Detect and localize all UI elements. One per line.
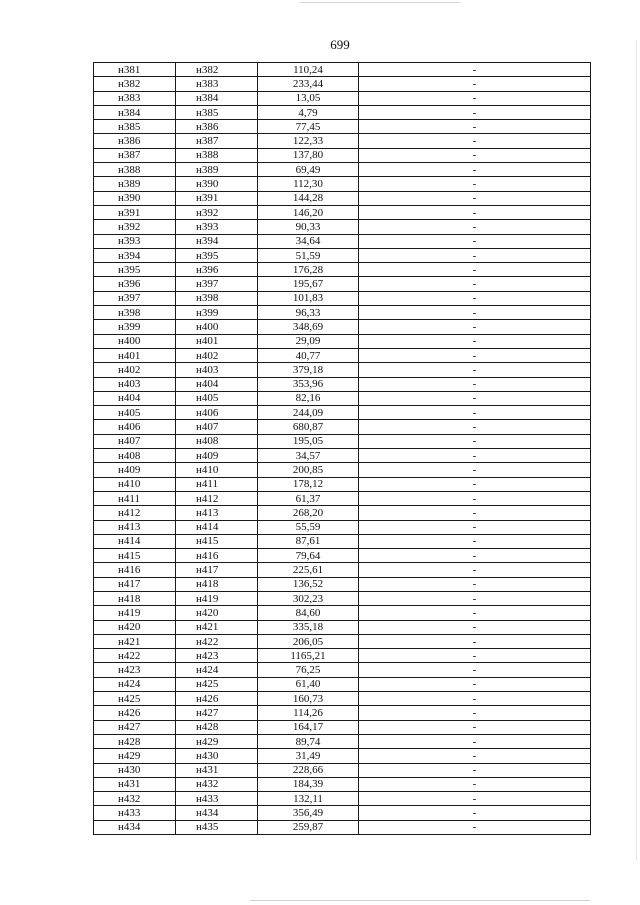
length-cell: 195,05 xyxy=(258,434,359,448)
table-row xyxy=(94,348,591,362)
note-cell: - xyxy=(359,777,591,791)
from-point-cell: н392 xyxy=(94,220,176,234)
length-cell: 244,09 xyxy=(258,406,359,420)
to-point-cell: н404 xyxy=(176,377,258,391)
from-point-cell: н425 xyxy=(94,692,176,706)
length-cell: 178,12 xyxy=(258,477,359,491)
to-point-cell: н403 xyxy=(176,363,258,377)
table-row xyxy=(94,477,591,491)
note-cell: - xyxy=(359,820,591,834)
length-cell: 40,77 xyxy=(258,348,359,362)
note-cell: - xyxy=(359,706,591,720)
note-cell: - xyxy=(359,763,591,777)
note-cell: - xyxy=(359,77,591,91)
note-cell: - xyxy=(359,63,591,77)
table-row xyxy=(94,777,591,791)
table-row xyxy=(94,491,591,505)
to-point-cell: н387 xyxy=(176,134,258,148)
length-cell: 61,40 xyxy=(258,677,359,691)
note-cell: - xyxy=(359,806,591,820)
scan-edge-right xyxy=(636,40,637,860)
length-cell: 1165,21 xyxy=(258,649,359,663)
from-point-cell: н401 xyxy=(94,348,176,362)
to-point-cell: н402 xyxy=(176,348,258,362)
note-cell: - xyxy=(359,91,591,105)
from-point-cell: н432 xyxy=(94,792,176,806)
length-cell: 89,74 xyxy=(258,734,359,748)
table-row xyxy=(94,191,591,205)
length-cell: 195,67 xyxy=(258,277,359,291)
from-point-cell: н424 xyxy=(94,677,176,691)
length-cell: 356,49 xyxy=(258,806,359,820)
boundary-points-table xyxy=(93,62,591,835)
length-cell: 29,09 xyxy=(258,334,359,348)
to-point-cell: н393 xyxy=(176,220,258,234)
table-row xyxy=(94,163,591,177)
length-cell: 225,61 xyxy=(258,563,359,577)
to-point-cell: н406 xyxy=(176,406,258,420)
from-point-cell: н406 xyxy=(94,420,176,434)
to-point-cell: н383 xyxy=(176,77,258,91)
table-row xyxy=(94,763,591,777)
length-cell: 13,05 xyxy=(258,91,359,105)
note-cell: - xyxy=(359,291,591,305)
to-point-cell: н405 xyxy=(176,391,258,405)
to-point-cell: н400 xyxy=(176,320,258,334)
to-point-cell: н391 xyxy=(176,191,258,205)
from-point-cell: н390 xyxy=(94,191,176,205)
note-cell: - xyxy=(359,406,591,420)
note-cell: - xyxy=(359,420,591,434)
to-point-cell: н408 xyxy=(176,434,258,448)
from-point-cell: н385 xyxy=(94,120,176,134)
from-point-cell: н391 xyxy=(94,205,176,219)
table-row xyxy=(94,577,591,591)
length-cell: 69,49 xyxy=(258,163,359,177)
to-point-cell: н414 xyxy=(176,520,258,534)
table-row xyxy=(94,306,591,320)
from-point-cell: н433 xyxy=(94,806,176,820)
from-point-cell: н434 xyxy=(94,820,176,834)
to-point-cell: н388 xyxy=(176,148,258,162)
note-cell: - xyxy=(359,134,591,148)
from-point-cell: н383 xyxy=(94,91,176,105)
to-point-cell: н407 xyxy=(176,420,258,434)
table-row xyxy=(94,734,591,748)
table-row xyxy=(94,148,591,162)
length-cell: 122,33 xyxy=(258,134,359,148)
note-cell: - xyxy=(359,377,591,391)
from-point-cell: н427 xyxy=(94,720,176,734)
table-row xyxy=(94,391,591,405)
table-row xyxy=(94,291,591,305)
page-number: 699 xyxy=(330,37,350,52)
length-cell: 110,24 xyxy=(258,63,359,77)
table-row xyxy=(94,792,591,806)
to-point-cell: н398 xyxy=(176,291,258,305)
length-cell: 233,44 xyxy=(258,77,359,91)
note-cell: - xyxy=(359,491,591,505)
note-cell: - xyxy=(359,220,591,234)
note-cell: - xyxy=(359,306,591,320)
from-point-cell: н398 xyxy=(94,306,176,320)
from-point-cell: н421 xyxy=(94,634,176,648)
note-cell: - xyxy=(359,334,591,348)
table-row xyxy=(94,205,591,219)
note-cell: - xyxy=(359,105,591,119)
length-cell: 353,96 xyxy=(258,377,359,391)
length-cell: 137,80 xyxy=(258,148,359,162)
from-point-cell: н422 xyxy=(94,649,176,663)
length-cell: 90,33 xyxy=(258,220,359,234)
note-cell: - xyxy=(359,663,591,677)
from-point-cell: н415 xyxy=(94,549,176,563)
table-row xyxy=(94,591,591,605)
table-row xyxy=(94,806,591,820)
length-cell: 259,87 xyxy=(258,820,359,834)
table-row xyxy=(94,620,591,634)
length-cell: 112,30 xyxy=(258,177,359,191)
to-point-cell: н422 xyxy=(176,634,258,648)
table-row xyxy=(94,549,591,563)
table-row xyxy=(94,634,591,648)
to-point-cell: н427 xyxy=(176,706,258,720)
to-point-cell: н435 xyxy=(176,820,258,834)
note-cell: - xyxy=(359,634,591,648)
length-cell: 132,11 xyxy=(258,792,359,806)
from-point-cell: н384 xyxy=(94,105,176,119)
from-point-cell: н405 xyxy=(94,406,176,420)
to-point-cell: н410 xyxy=(176,463,258,477)
table-row xyxy=(94,234,591,248)
from-point-cell: н420 xyxy=(94,620,176,634)
length-cell: 348,69 xyxy=(258,320,359,334)
to-point-cell: н432 xyxy=(176,777,258,791)
length-cell: 96,33 xyxy=(258,306,359,320)
to-point-cell: н411 xyxy=(176,477,258,491)
length-cell: 77,45 xyxy=(258,120,359,134)
length-cell: 164,17 xyxy=(258,720,359,734)
length-cell: 4,79 xyxy=(258,105,359,119)
from-point-cell: н428 xyxy=(94,734,176,748)
length-cell: 87,61 xyxy=(258,534,359,548)
length-cell: 82,16 xyxy=(258,391,359,405)
table-row xyxy=(94,63,591,77)
table-row xyxy=(94,820,591,834)
to-point-cell: н409 xyxy=(176,449,258,463)
length-cell: 76,25 xyxy=(258,663,359,677)
table-row xyxy=(94,406,591,420)
note-cell: - xyxy=(359,692,591,706)
note-cell: - xyxy=(359,263,591,277)
from-point-cell: н399 xyxy=(94,320,176,334)
note-cell: - xyxy=(359,477,591,491)
to-point-cell: н420 xyxy=(176,606,258,620)
from-point-cell: н387 xyxy=(94,148,176,162)
note-cell: - xyxy=(359,591,591,605)
from-point-cell: н412 xyxy=(94,506,176,520)
length-cell: 206,05 xyxy=(258,634,359,648)
to-point-cell: н417 xyxy=(176,563,258,577)
note-cell: - xyxy=(359,520,591,534)
length-cell: 160,73 xyxy=(258,692,359,706)
from-point-cell: н395 xyxy=(94,263,176,277)
to-point-cell: н419 xyxy=(176,591,258,605)
from-point-cell: н418 xyxy=(94,591,176,605)
from-point-cell: н403 xyxy=(94,377,176,391)
note-cell: - xyxy=(359,749,591,763)
table-row xyxy=(94,463,591,477)
table-row xyxy=(94,334,591,348)
to-point-cell: н397 xyxy=(176,277,258,291)
note-cell: - xyxy=(359,463,591,477)
table-row xyxy=(94,120,591,134)
from-point-cell: н414 xyxy=(94,534,176,548)
note-cell: - xyxy=(359,720,591,734)
from-point-cell: н400 xyxy=(94,334,176,348)
table-row xyxy=(94,420,591,434)
to-point-cell: н413 xyxy=(176,506,258,520)
note-cell: - xyxy=(359,391,591,405)
note-cell: - xyxy=(359,563,591,577)
note-cell: - xyxy=(359,363,591,377)
length-cell: 302,23 xyxy=(258,591,359,605)
to-point-cell: н425 xyxy=(176,677,258,691)
table-row xyxy=(94,263,591,277)
length-cell: 51,59 xyxy=(258,248,359,262)
from-point-cell: н410 xyxy=(94,477,176,491)
from-point-cell: н429 xyxy=(94,749,176,763)
from-point-cell: н394 xyxy=(94,248,176,262)
table-row xyxy=(94,706,591,720)
to-point-cell: н389 xyxy=(176,163,258,177)
to-point-cell: н386 xyxy=(176,120,258,134)
note-cell: - xyxy=(359,734,591,748)
length-cell: 84,60 xyxy=(258,606,359,620)
from-point-cell: н382 xyxy=(94,77,176,91)
scan-edge-top xyxy=(300,2,460,3)
note-cell: - xyxy=(359,434,591,448)
from-point-cell: н386 xyxy=(94,134,176,148)
table-row xyxy=(94,320,591,334)
from-point-cell: н404 xyxy=(94,391,176,405)
length-cell: 176,28 xyxy=(258,263,359,277)
to-point-cell: н412 xyxy=(176,491,258,505)
length-cell: 31,49 xyxy=(258,749,359,763)
table-row xyxy=(94,434,591,448)
to-point-cell: н424 xyxy=(176,663,258,677)
to-point-cell: н399 xyxy=(176,306,258,320)
to-point-cell: н385 xyxy=(176,105,258,119)
from-point-cell: н411 xyxy=(94,491,176,505)
length-cell: 136,52 xyxy=(258,577,359,591)
to-point-cell: н392 xyxy=(176,205,258,219)
to-point-cell: н395 xyxy=(176,248,258,262)
table-row xyxy=(94,749,591,763)
from-point-cell: н423 xyxy=(94,663,176,677)
from-point-cell: н389 xyxy=(94,177,176,191)
from-point-cell: н381 xyxy=(94,63,176,77)
note-cell: - xyxy=(359,506,591,520)
length-cell: 144,28 xyxy=(258,191,359,205)
from-point-cell: н430 xyxy=(94,763,176,777)
length-cell: 61,37 xyxy=(258,491,359,505)
to-point-cell: н423 xyxy=(176,649,258,663)
table-row xyxy=(94,534,591,548)
note-cell: - xyxy=(359,792,591,806)
to-point-cell: н390 xyxy=(176,177,258,191)
note-cell: - xyxy=(359,205,591,219)
table-row xyxy=(94,134,591,148)
from-point-cell: н416 xyxy=(94,563,176,577)
note-cell: - xyxy=(359,191,591,205)
table-row xyxy=(94,248,591,262)
note-cell: - xyxy=(359,248,591,262)
to-point-cell: н401 xyxy=(176,334,258,348)
note-cell: - xyxy=(359,606,591,620)
table-row xyxy=(94,720,591,734)
length-cell: 114,26 xyxy=(258,706,359,720)
note-cell: - xyxy=(359,620,591,634)
note-cell: - xyxy=(359,320,591,334)
table-body xyxy=(94,63,591,835)
from-point-cell: н417 xyxy=(94,577,176,591)
to-point-cell: н429 xyxy=(176,734,258,748)
length-cell: 34,64 xyxy=(258,234,359,248)
to-point-cell: н430 xyxy=(176,749,258,763)
table-row xyxy=(94,663,591,677)
note-cell: - xyxy=(359,177,591,191)
note-cell: - xyxy=(359,549,591,563)
table-row xyxy=(94,520,591,534)
length-cell: 101,83 xyxy=(258,291,359,305)
table-row xyxy=(94,692,591,706)
table-row xyxy=(94,220,591,234)
note-cell: - xyxy=(359,234,591,248)
to-point-cell: н415 xyxy=(176,534,258,548)
note-cell: - xyxy=(359,277,591,291)
table-row xyxy=(94,91,591,105)
scan-edge-bottom xyxy=(250,900,590,901)
table-row xyxy=(94,677,591,691)
table-row xyxy=(94,606,591,620)
table-row xyxy=(94,363,591,377)
to-point-cell: н431 xyxy=(176,763,258,777)
table-row xyxy=(94,77,591,91)
from-point-cell: н396 xyxy=(94,277,176,291)
from-point-cell: н408 xyxy=(94,449,176,463)
length-cell: 146,20 xyxy=(258,205,359,219)
table-row xyxy=(94,105,591,119)
to-point-cell: н416 xyxy=(176,549,258,563)
table-row xyxy=(94,449,591,463)
from-point-cell: н407 xyxy=(94,434,176,448)
length-cell: 335,18 xyxy=(258,620,359,634)
from-point-cell: н393 xyxy=(94,234,176,248)
from-point-cell: н419 xyxy=(94,606,176,620)
length-cell: 79,64 xyxy=(258,549,359,563)
length-cell: 268,20 xyxy=(258,506,359,520)
to-point-cell: н434 xyxy=(176,806,258,820)
from-point-cell: н402 xyxy=(94,363,176,377)
length-cell: 379,18 xyxy=(258,363,359,377)
from-point-cell: н413 xyxy=(94,520,176,534)
to-point-cell: н382 xyxy=(176,63,258,77)
note-cell: - xyxy=(359,120,591,134)
table-row xyxy=(94,377,591,391)
length-cell: 680,87 xyxy=(258,420,359,434)
from-point-cell: н397 xyxy=(94,291,176,305)
to-point-cell: н384 xyxy=(176,91,258,105)
length-cell: 55,59 xyxy=(258,520,359,534)
length-cell: 200,85 xyxy=(258,463,359,477)
note-cell: - xyxy=(359,148,591,162)
table-row xyxy=(94,277,591,291)
from-point-cell: н409 xyxy=(94,463,176,477)
to-point-cell: н433 xyxy=(176,792,258,806)
note-cell: - xyxy=(359,534,591,548)
from-point-cell: н426 xyxy=(94,706,176,720)
to-point-cell: н428 xyxy=(176,720,258,734)
table-row xyxy=(94,649,591,663)
note-cell: - xyxy=(359,649,591,663)
from-point-cell: н388 xyxy=(94,163,176,177)
table-row xyxy=(94,506,591,520)
length-cell: 184,39 xyxy=(258,777,359,791)
to-point-cell: н396 xyxy=(176,263,258,277)
length-cell: 228,66 xyxy=(258,763,359,777)
table-row xyxy=(94,177,591,191)
to-point-cell: н426 xyxy=(176,692,258,706)
from-point-cell: н431 xyxy=(94,777,176,791)
to-point-cell: н421 xyxy=(176,620,258,634)
note-cell: - xyxy=(359,348,591,362)
length-cell: 34,57 xyxy=(258,449,359,463)
note-cell: - xyxy=(359,677,591,691)
note-cell: - xyxy=(359,449,591,463)
to-point-cell: н418 xyxy=(176,577,258,591)
table-row xyxy=(94,563,591,577)
to-point-cell: н394 xyxy=(176,234,258,248)
note-cell: - xyxy=(359,577,591,591)
note-cell: - xyxy=(359,163,591,177)
